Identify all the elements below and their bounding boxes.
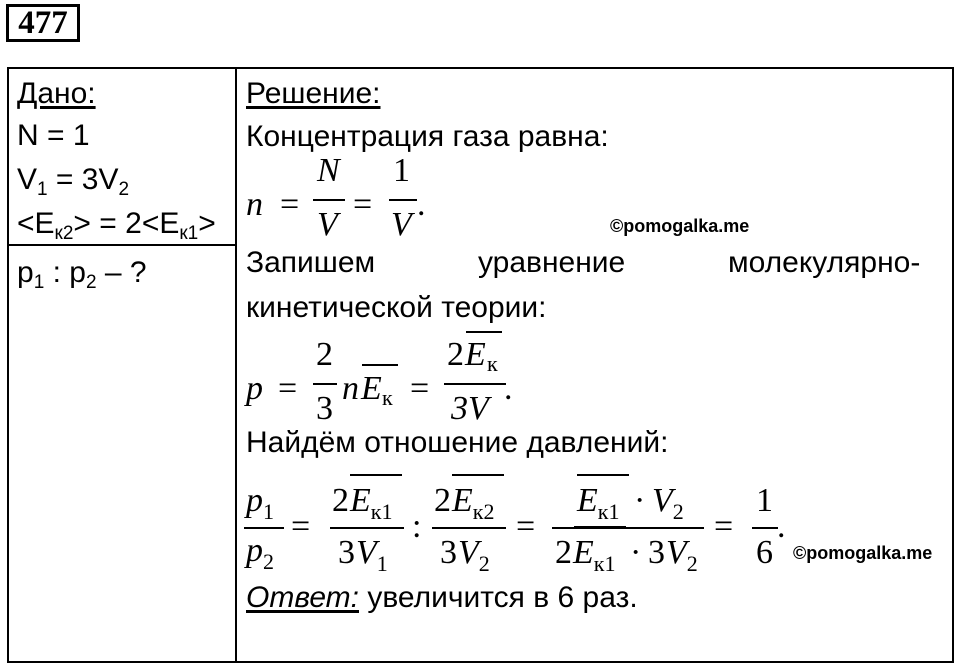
given-n: N = 1 <box>17 119 90 152</box>
solution-line-theory: кинетической теории: <box>246 291 547 324</box>
given-heading: Дано: <box>17 77 96 110</box>
solution-line-ratio: Найдём отношение давлений: <box>246 426 669 459</box>
find-ratio: $p_1$ : $p_2$ – ? <box>17 256 147 293</box>
given-energy: $<E_{к2}> = 2<E_{к1}>$ <box>17 207 216 244</box>
answer: Ответ: увеличится в 6 раз. <box>246 581 638 614</box>
watermark: ©pomogalka.me <box>610 216 750 236</box>
solution-word-1: Запишем <box>246 246 376 279</box>
column-divider <box>235 67 237 663</box>
solution-line-concentration: Концентрация газа равна: <box>246 120 609 153</box>
solution-word-3: молекулярно- <box>728 246 921 279</box>
watermark: ©pomogalka.me <box>793 543 933 563</box>
problem-number: 477 <box>18 5 68 41</box>
problem-number-badge <box>6 4 80 42</box>
solution-heading: Решение: <box>246 77 381 110</box>
solution-word-2: уравнение <box>478 246 626 279</box>
given-volume: $V_1 = 3V_2$ <box>17 163 130 200</box>
